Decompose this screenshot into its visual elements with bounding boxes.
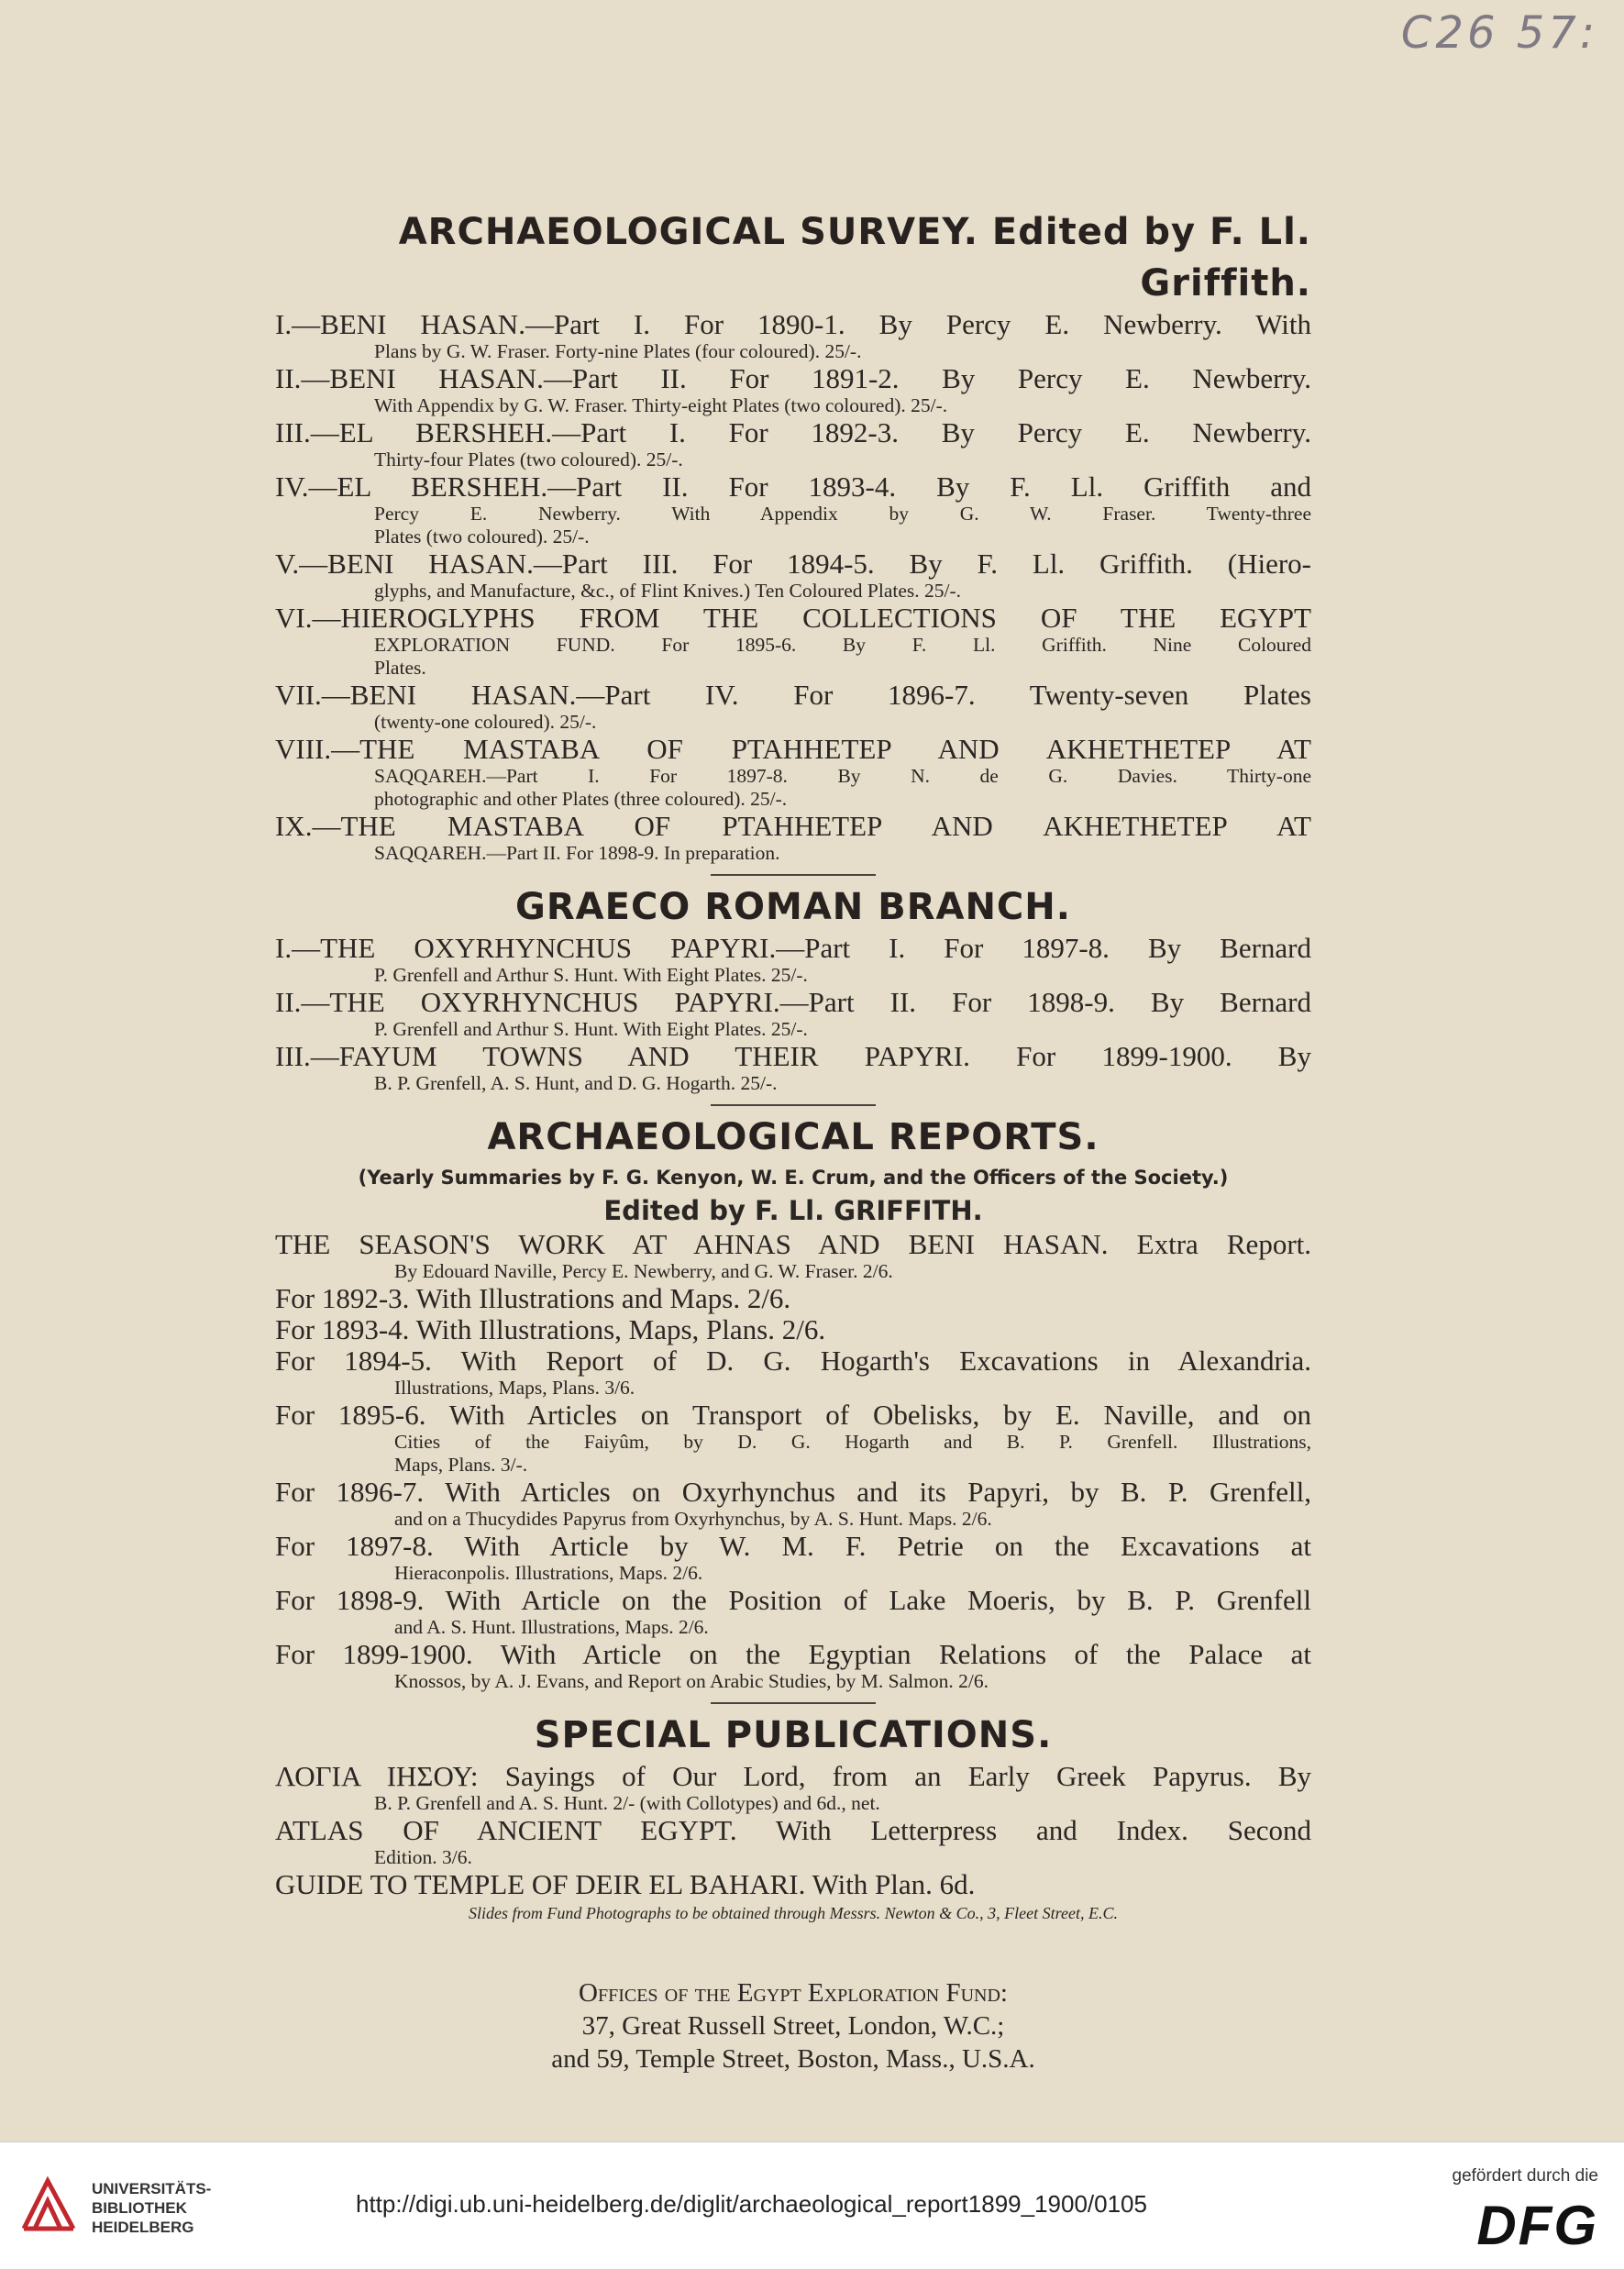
survey-entry-detail: SAQQAREH.—Part II. For 1898-9. In preparation.	[374, 842, 780, 864]
survey-entry-detail: SAQQAREH.—Part I. For 1897-8. By N. de G. Davies. Thirty-one	[374, 765, 1311, 787]
survey-entry	[275, 363, 1311, 417]
survey-entry-heading: VIII.—THE MASTABA OF PTAHHETEP AND AKHETHETEP AT	[275, 733, 1311, 765]
special-entry	[275, 1869, 1311, 1900]
offices-heading: Offices of the Egypt Exploration Fund:	[579, 1978, 1008, 2008]
section-divider	[711, 874, 876, 876]
funded-by-label: gefördert durch die	[1452, 2166, 1598, 2186]
special-entry-detail: B. P. Grenfell and A. S. Hunt. 2/- (with Collotypes) and 6d., net.	[374, 1792, 880, 1814]
section-divider	[711, 1104, 876, 1106]
handwritten-shelfmark: C26 57:	[1400, 7, 1598, 59]
report-entry-detail: and A. S. Hunt. Illustrations, Maps. 2/6.	[394, 1616, 709, 1638]
reports-subtitle: (Yearly Summaries by F. G. Kenyon, W. E. Crum, and the Officers of the Society.)	[358, 1167, 1229, 1189]
offices-address	[275, 1976, 1311, 2075]
special-entry-detail: Edition. 3/6.	[374, 1846, 472, 1868]
survey-entry-detail: With Appendix by G. W. Fraser. Thirty-eight Plates (two coloured). 25/-.	[374, 394, 948, 416]
report-entry-heading: For 1892-3. With Illustrations and Maps. 2/6.	[275, 1282, 791, 1314]
survey-entry-heading: IV.—EL BERSHEH.—Part II. For 1893-4. By F. Ll. Griffith and	[275, 470, 1311, 503]
report-entry-heading: For 1898-9. With Article on the Position of Lake Moeris, by B. P. Grenfell	[275, 1584, 1311, 1616]
survey-entry	[275, 603, 1311, 680]
graeco-entry-detail: B. P. Grenfell, A. S. Hunt, and D. G. Hogarth. 25/-.	[374, 1072, 778, 1094]
report-entry	[275, 1585, 1311, 1639]
survey-entry-detail: EXPLORATION FUND. For 1895-6. By F. Ll. Griffith. Nine Coloured	[374, 634, 1311, 656]
report-entry-heading: For 1894-5. With Report of D. G. Hogarth's Excavations in Alexandria.	[275, 1345, 1311, 1377]
survey-entry	[275, 471, 1311, 548]
survey-entry-detail: (twenty-one coloured). 25/-.	[374, 711, 597, 733]
survey-entry-heading: III.—EL BERSHEH.—Part I. For 1892-3. By Percy E. Newberry.	[275, 416, 1311, 448]
report-entry-detail: By Edouard Naville, Percy E. Newberry, and G. W. Fraser. 2/6.	[394, 1260, 893, 1282]
viewer-footer	[0, 2142, 1624, 2269]
graeco-entry-heading: II.—THE OXYRHYNCHUS PAPYRI.—Part II. For 1898-9. By Bernard	[275, 986, 1311, 1018]
special-entry	[275, 1815, 1311, 1869]
graeco-entry-heading: I.—THE OXYRHYNCHUS PAPYRI.—Part I. For 1897-8. By Bernard	[275, 932, 1311, 964]
report-entry-detail: and on a Thucydides Papyrus from Oxyrhynchus, by A. S. Hunt. Maps. 2/6.	[394, 1508, 992, 1530]
report-entry-detail: Cities of the Faiyûm, by D. G. Hogarth and B. P. Grenfell. Illustrations,	[394, 1431, 1311, 1453]
graeco-title: GRAECO ROMAN BRANCH.	[515, 886, 1071, 928]
offices-london: 37, Great Russell Street, London, W.C.;	[581, 2011, 1005, 2041]
survey-entry-heading: VII.—BENI HASAN.—Part IV. For 1896-7. Twenty-seven Plates	[275, 679, 1311, 711]
page-content	[275, 206, 1311, 2075]
offices-boston: and 59, Temple Street, Boston, Mass., U.S.A.	[551, 2044, 1035, 2074]
reports-list	[275, 1229, 1311, 1693]
survey-entry	[275, 417, 1311, 471]
report-entry	[275, 1283, 1311, 1314]
report-entry-detail: Illustrations, Maps, Plans. 3/6.	[394, 1377, 635, 1399]
report-entry	[275, 1229, 1311, 1283]
reports-editor: Edited by F. Ll. GRIFFITH.	[603, 1195, 983, 1226]
report-entry	[275, 1531, 1311, 1585]
survey-entry	[275, 811, 1311, 865]
special-entry	[275, 1761, 1311, 1815]
report-entry-heading: For 1895-6. With Articles on Transport of Obelisks, by E. Naville, and on	[275, 1399, 1311, 1431]
survey-entry	[275, 734, 1311, 811]
report-entry-detail: Hieraconpolis. Illustrations, Maps. 2/6.	[394, 1562, 703, 1584]
survey-entry-detail: glyphs, and Manufacture, &c., of Flint Knives.) Ten Coloured Plates. 25/-.	[374, 580, 962, 602]
report-entry-heading: For 1893-4. With Illustrations, Maps, Plans. 2/6.	[275, 1313, 826, 1345]
special-entry-heading: GUIDE TO TEMPLE OF DEIR EL BAHARI. With Plan. 6d.	[275, 1868, 976, 1900]
graeco-entry-heading: III.—FAYUM TOWNS AND THEIR PAPYRI. For 1899-1900. By	[275, 1040, 1311, 1072]
report-entry-detail: Knossos, by A. J. Evans, and Report on Arabic Studies, by M. Salmon. 2/6.	[394, 1670, 989, 1692]
slides-note: Slides from Fund Photographs to be obtained through Messrs. Newton & Co., 3, Fleet Street, E.C.	[469, 1904, 1118, 1922]
survey-entry-detail: Percy E. Newberry. With Appendix by G. W. Fraser. Twenty-three	[374, 503, 1311, 525]
graeco-entry	[275, 1041, 1311, 1095]
graeco-entry-detail: P. Grenfell and Arthur S. Hunt. With Eight Plates. 25/-.	[374, 964, 808, 986]
graeco-entry-detail: P. Grenfell and Arthur S. Hunt. With Eight Plates. 25/-.	[374, 1018, 808, 1040]
report-entry	[275, 1314, 1311, 1345]
special-entry-heading: ATLAS OF ANCIENT EGYPT. With Letterpress and Index. Second	[275, 1814, 1311, 1846]
survey-entry-heading: VI.—HIEROGLYPHS FROM THE COLLECTIONS OF THE EGYPT	[275, 602, 1311, 634]
report-entry-heading: For 1899-1900. With Article on the Egyptian Relations of the Palace at	[275, 1638, 1311, 1670]
survey-entry-heading: I.—BENI HASAN.—Part I. For 1890-1. By Percy E. Newberry. With	[275, 308, 1311, 340]
special-title: SPECIAL PUBLICATIONS.	[534, 1714, 1053, 1756]
graeco-list	[275, 933, 1311, 1095]
report-entry-heading: For 1896-7. With Articles on Oxyrhynchus and its Papyri, by B. P. Grenfell,	[275, 1476, 1311, 1508]
survey-entry-detail: Plates.	[374, 657, 426, 679]
survey-entry-detail: Thirty-four Plates (two coloured). 25/-.	[374, 448, 683, 470]
section-divider	[711, 1702, 876, 1704]
permalink-url[interactable]: http://digi.ub.uni-heidelberg.de/diglit/archaeological_report1899_1900/0105	[356, 2190, 1147, 2218]
graeco-entry	[275, 987, 1311, 1041]
report-entry-detail: Maps, Plans. 3/-.	[394, 1454, 528, 1476]
survey-entry	[275, 680, 1311, 734]
dfg-logo: DFG	[1476, 2195, 1598, 2256]
special-entry-heading: ΛΟΓΙΑ ΙΗΣΟΥ: Sayings of Our Lord, from an Early Greek Papyrus. By	[275, 1760, 1311, 1792]
university-library-name: UNIVERSITÄTS- BIBLIOTHEK HEIDELBERG	[92, 2180, 212, 2236]
survey-entry-detail: Plans by G. W. Fraser. Forty-nine Plates (four coloured). 25/-.	[374, 340, 862, 362]
special-list	[275, 1761, 1311, 1900]
report-entry	[275, 1345, 1311, 1400]
survey-title: ARCHAEOLOGICAL SURVEY. Edited by F. Ll. Griffith.	[398, 211, 1311, 304]
university-library-logo-icon	[17, 2174, 81, 2238]
survey-entry-detail: Plates (two coloured). 25/-.	[374, 526, 590, 548]
report-entry-heading: For 1897-8. With Article by W. M. F. Petrie on the Excavations at	[275, 1530, 1311, 1562]
survey-entry	[275, 548, 1311, 603]
survey-entry-heading: II.—BENI HASAN.—Part II. For 1891-2. By Percy E. Newberry.	[275, 362, 1311, 394]
report-entry	[275, 1477, 1311, 1531]
survey-entry-heading: IX.—THE MASTABA OF PTAHHETEP AND AKHETHETEP AT	[275, 810, 1311, 842]
survey-entry-detail: photographic and other Plates (three coloured). 25/-.	[374, 788, 788, 810]
reports-title: ARCHAEOLOGICAL REPORTS.	[487, 1116, 1099, 1158]
survey-list	[275, 309, 1311, 865]
report-entry	[275, 1639, 1311, 1693]
report-entry	[275, 1400, 1311, 1477]
survey-entry	[275, 309, 1311, 363]
survey-entry-heading: V.—BENI HASAN.—Part III. For 1894-5. By F. Ll. Griffith. (Hiero-	[275, 548, 1311, 580]
graeco-entry	[275, 933, 1311, 987]
report-entry-heading: THE SEASON'S WORK AT AHNAS AND BENI HASAN. Extra Report.	[275, 1228, 1311, 1260]
